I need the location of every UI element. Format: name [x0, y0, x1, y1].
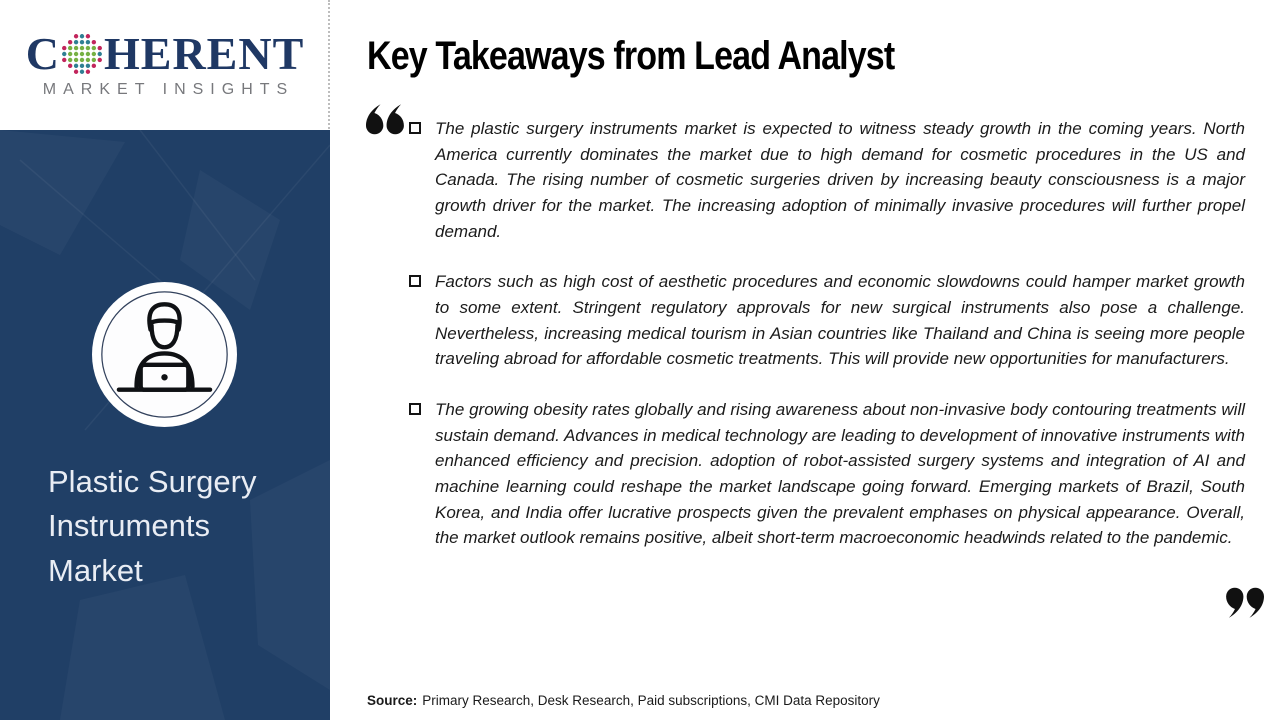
close-quote-icon: [1226, 586, 1264, 619]
source-note: [367, 693, 880, 708]
globe-icon: [61, 33, 103, 75]
list-item: [409, 269, 1245, 372]
takeaways-list: [409, 116, 1245, 576]
report-title: Plastic Surgery Instruments Market: [48, 464, 257, 588]
dotted-divider: [328, 0, 330, 129]
list-item: [409, 116, 1245, 244]
sidebar-panel: [0, 130, 330, 720]
square-bullet-icon: [409, 275, 421, 287]
page-title: Key Takeaways from Lead Analyst: [367, 34, 895, 78]
source-text: Primary Research, Desk Research, Paid subscriptions, CMI Data Repository: [422, 693, 880, 708]
brand-name-suffix: HERENT: [103, 28, 305, 79]
brand-name-prefix: C: [25, 28, 60, 79]
brand-logo: [0, 0, 330, 130]
takeaway-text: Factors such as high cost of aesthetic procedures and economic slowdowns could hamper market growth to some extent. Stringent regulatory approvals for new surgical instruments also pose a challenge. Nevertheless, increasing medical tourism in Asian countries like Thailand and China is seeing more people traveling abroad for affordable cosmetic treatments. This will provide new opportunities for manufacturers.: [435, 272, 1245, 369]
takeaway-text: The plastic surgery instruments market is expected to witness steady growth in the coming years. North America currently dominates the market due to high demand for cosmetic procedures in the US and Canada. The rising number of cosmetic surgeries driven by increasing beauty consciousness is a major growth driver for the market. The increasing adoption of minimally invasive procedures will further propel demand.: [435, 119, 1245, 241]
analyst-at-laptop-icon: [92, 282, 237, 427]
brand-wordmark: [25, 28, 305, 79]
brand-tagline: MARKET INSIGHTS: [42, 81, 295, 98]
source-label: Source:: [367, 693, 418, 708]
square-bullet-icon: [409, 122, 421, 134]
sidebar: [0, 0, 330, 720]
takeaway-text: The growing obesity rates globally and rising awareness about non-invasive body contouring treatments will sustain demand. Advances in medical technology are leading to development of innovative instruments with enhanced efficiency and precision. adoption of robot-assisted surgery systems and integration of AI and machine learning could reshape the market landscape going forward. Emerging markets of Brazil, South Korea, and India offer lucrative prospects given the prevalent emphases on physical appearance. Overall, the market outlook remains positive, albeit short-term macroeconomic headwinds related to the pandemic.: [435, 399, 1245, 548]
square-bullet-icon: [409, 403, 421, 415]
open-quote-icon: [366, 103, 404, 136]
list-item: [409, 397, 1245, 551]
